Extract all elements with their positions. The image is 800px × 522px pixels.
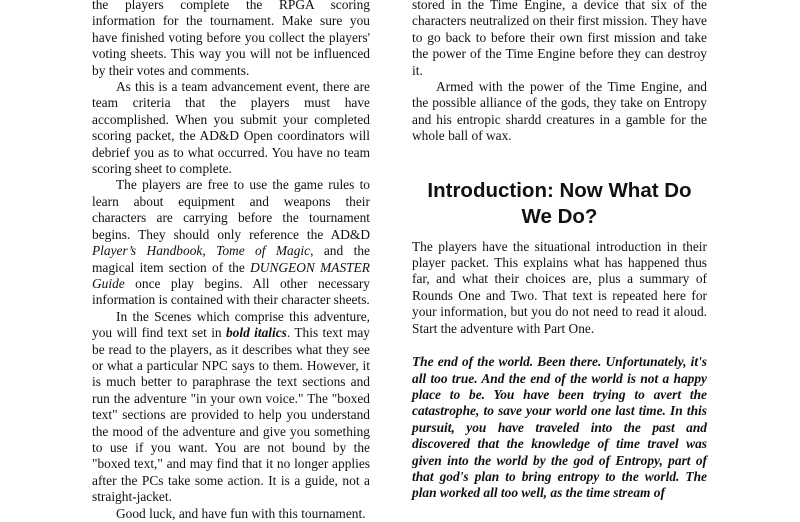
- bold-italics-emphasis: bold italics: [225, 325, 287, 341]
- paragraph-game-rules: [92, 177, 370, 308]
- text-segment: In the Scenes which comprise this adventure, you will find text set in: [92, 308, 370, 341]
- boxed-text: The end of the world. Been there. Unfortunately, it's all too true. And the end of the world is not a happy place to be. You have been trying to avert the catastrophe, to save your world one last time. In this pursuit, you have traveled into the past and discovered that the knowledge of time travel was given into the world by the god of Entropy, part of that god's plan to bring entropy to the world. The plan worked all too well, as the time stream of: [412, 354, 707, 501]
- paragraph-scenes: [92, 309, 370, 506]
- book-title-dmg: DUNGEON MASTER Guide: [92, 259, 370, 291]
- paragraph-good-luck: Good luck, and have fun with this tournament.: [116, 505, 366, 521]
- text-segment: , and the magical item section of the: [92, 243, 370, 275]
- left-column: [92, 0, 370, 522]
- book-title-tome: Tome of Magic: [216, 243, 311, 259]
- text-segment: The players are free to use the game rules to learn about equipment and weapons their characters are carrying before the tournament begins. They should only reference the AD&D: [92, 177, 370, 242]
- text-segment: ,: [202, 243, 217, 259]
- paragraph-armed: Armed with the power of the Time Engine, and the possible alliance of the gods, they take on Entropy and his entropic shardd creatures in a gamble for the whole ball of wax.: [412, 79, 707, 144]
- right-column: [412, 0, 707, 502]
- paragraph-introduction: The players have the situational introduction in their player packet. This explains what has happened thus far, and what their choices are, plus a summary of Rounds One and Two. That text is repeated here for your information, but you do not need to read it aloud. Start the adventure with Part One.: [412, 238, 707, 336]
- section-heading: Introduction: Now What Do We Do?: [427, 178, 692, 228]
- book-title-phb: Player’s Handbook: [92, 243, 203, 259]
- paragraph-scoring: the players complete the RPGA scoring information for the tournament. Make sure you have finished voting before you collect the players' voting sheets. This way you will not be influenced by their votes and comments.: [92, 0, 370, 78]
- text-segment: once play begins. All other necessary information is contained with their character sheets.: [92, 275, 370, 308]
- text-segment: . This text may be read to the players, as it describes what they see or what a particular NPC says to them. However, it is much better to paraphrase the text sections and run the adventure "in your own voice." The "boxed text" sections are provided to help you understand the mood of the adventure and give you something to use if you want. You are not bound by the "boxed text," and may find that it no longer applies after the PCs take some action. It is a guide, not a straight-jacket.: [92, 325, 370, 505]
- paragraph-time-engine: stored in the Time Engine, a device that six of the characters neutralized on their first mission. They have to go back to before their own first mission and take the power of the Time Engine before they can destroy it.: [412, 0, 707, 78]
- paragraph-team-criteria: As this is a team advancement event, there are team criteria that the players must have accomplished. When you submit your completed scoring packet, the AD&D Open coordinators will debrief you as to what occurred. You have no team scoring sheet to complete.: [92, 79, 370, 177]
